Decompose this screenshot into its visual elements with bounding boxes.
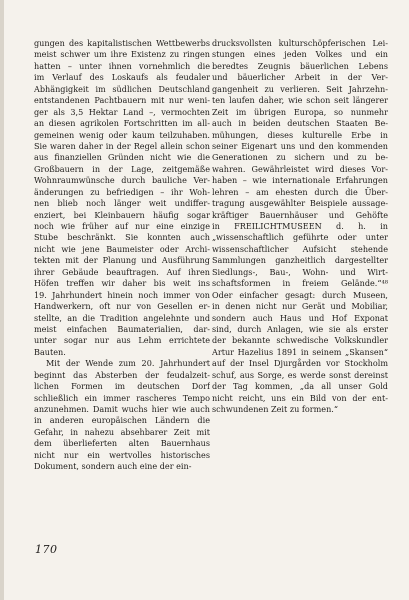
text-line: meist einfachen Baumaterialien, dar- — [34, 323, 210, 334]
text-line: enziert, bei Kleinbauern häufig sogar — [34, 209, 210, 220]
text-line: beredtes Zeugnis bäuerlichen Lebens — [212, 60, 388, 71]
text-line: sind, durch Anlagen, wie sie als erster — [212, 323, 388, 334]
text-line: und bäuerlicher Arbeit in der Ver- — [212, 72, 388, 83]
text-line: wissenschaftlicher Aufsicht stehende — [212, 243, 388, 254]
text-line: an diesen agrikolen Fortschritten im all- — [34, 118, 210, 129]
right-column — [212, 38, 388, 415]
text-line: gemeinen wenig oder kaum teilzuhaben. — [34, 129, 210, 140]
text-line: im Verlauf des Loskaufs als feudaler — [34, 72, 210, 83]
text-line: nicht nur ein wertvolles historisches — [34, 449, 210, 460]
text-line: wahren. Gewährleistet wird dieses Vor- — [212, 163, 388, 174]
text-line: in FREILICHTMUSEEN d. h. in — [212, 221, 388, 231]
text-line: kräftiger Bauernhäuser und Gehöfte — [212, 209, 388, 220]
text-line: lichen Formen im deutschen Dorf — [34, 381, 210, 392]
text-line: Großbauern in der Lage, zeitgemäße — [34, 163, 210, 174]
text-line: Sie waren daher in der Regel allein schon — [34, 140, 210, 151]
text-line: Oder einfacher gesagt: durch Museen, — [212, 289, 388, 300]
text-line: ten laufen daher, wie schon seit längerer — [212, 95, 388, 106]
text-line: Zeit im übrigen Europa, so nunmehr — [212, 106, 388, 117]
text-line: nen blieb noch länger weit undiffer- — [34, 198, 210, 209]
text-line: 19. Jahrhundert hinein noch immer von — [34, 289, 210, 300]
text-line: meist schwer um ihre Existenz zu ringen — [34, 49, 210, 60]
text-line: ger als 3,5 Hektar Land –, vermochten — [34, 106, 210, 117]
text-line: schuf, aus Sorge, es werde sonst dereinst — [212, 369, 388, 380]
text-line: auf der Insel Djurgården vor Stockholm — [212, 358, 388, 369]
text-line: beginnt das Absterben der feudalzeit- — [34, 369, 210, 380]
text-line: entstandenen Pachtbauern mit nur weni- — [34, 95, 210, 106]
text-line: Generationen zu sichern und zu be- — [212, 152, 388, 163]
text-line: Höfen treffen wir daher bis weit ins — [34, 278, 210, 289]
text-line: der bekannte schwedische Volkskundler — [212, 335, 388, 346]
text-line: gangenheit zu verlieren. Seit Jahrzehn- — [212, 83, 388, 94]
text-line: Handwerkern, oft nur von Gesellen er- — [34, 301, 210, 312]
text-line: anzunehmen. Damit wuchs hier wie auch — [34, 404, 210, 414]
text-line: schließlich ein immer rascheres Tempo — [34, 392, 210, 403]
text-line: Mit der Wende zum 20. Jahrhundert — [46, 358, 210, 369]
text-line: auch in beiden deutschen Staaten Be- — [212, 118, 388, 129]
text-line: hatten – unter ihnen vornehmlich die — [34, 60, 210, 71]
text-line: Abhängigkeit im südlichen Deutschland — [34, 83, 210, 94]
text-line: Artur Hazelius 1891 in seinem „Skansen“ — [212, 346, 388, 357]
text-line: gungen des kapitalistischen Wettbewerbs — [34, 38, 210, 48]
text-line: lehren – am ehesten durch die Über- — [212, 186, 388, 197]
text-line: in denen nicht nur Gerät und Mobiliar, — [212, 301, 388, 312]
text-line: stellte, an die Tradition angelehnte und — [34, 312, 210, 323]
text-line: dem überlieferten alten Bauernhaus — [34, 438, 210, 449]
text-line: nicht wie jene Baumeister oder Archi- — [34, 243, 210, 254]
text-line: drucksvollsten kulturschöpferischen Lei- — [212, 38, 388, 48]
left-column — [34, 38, 210, 473]
text-line: schwundenen Zeit zu formen.“ — [212, 404, 339, 414]
text-line: Sammlungen ganzheitlich dargestellter — [212, 255, 388, 266]
text-line: ihrer Gebäude beauftragen. Auf ihren — [34, 266, 210, 277]
text-line: tragung ausgewählter Beispiele aussage- — [212, 198, 388, 209]
text-line: haben – wie internationale Erfahrungen — [212, 175, 388, 186]
text-line: änderungen zu befriedigen – ihr Woh- — [34, 186, 210, 197]
text-line: Siedlungs-, Bau-, Wohn- und Wirt- — [212, 266, 388, 277]
text-line: der Tag kommen, „da all unser Gold — [212, 381, 388, 392]
text-line: Dokument, sondern auch eine der ein- — [34, 461, 192, 472]
text-line: „wissenschaftlich geführte oder unter — [212, 232, 388, 243]
text-line: schaftsformen in freiem Gelände.“⁴⁸ — [212, 278, 388, 289]
text-line: seiner Eigenart uns und den kommenden — [212, 140, 388, 151]
text-line: Bauten. — [34, 346, 66, 357]
text-line: Wohnraumwünsche durch bauliche Ver- — [34, 175, 210, 186]
text-line: aus finanziellen Gründen nicht wie die — [34, 152, 210, 163]
text-line: unter sogar nur aus Lehm errichtete — [34, 335, 210, 346]
text-line: sondern auch Haus und Hof Exponat — [212, 312, 388, 323]
text-line: nicht reicht, uns ein Bild von der ent- — [212, 392, 388, 403]
text-line: noch wie früher auf nur eine einzige — [34, 221, 210, 231]
page-edge-shadow — [0, 0, 4, 600]
text-line: in anderen europäischen Ländern die — [34, 415, 210, 426]
text-line: Gefahr, in nahezu absehbarer Zeit mit — [34, 426, 210, 437]
text-line: Stube beschränkt. Sie konnten auch — [34, 232, 210, 243]
text-line: mühungen, dieses kulturelle Erbe in — [212, 129, 388, 140]
text-line: tekten mit der Planung und Ausführung — [34, 255, 210, 266]
text-line: stungen eines jeden Volkes und ein — [212, 49, 388, 60]
page-number: 170 — [35, 543, 58, 556]
